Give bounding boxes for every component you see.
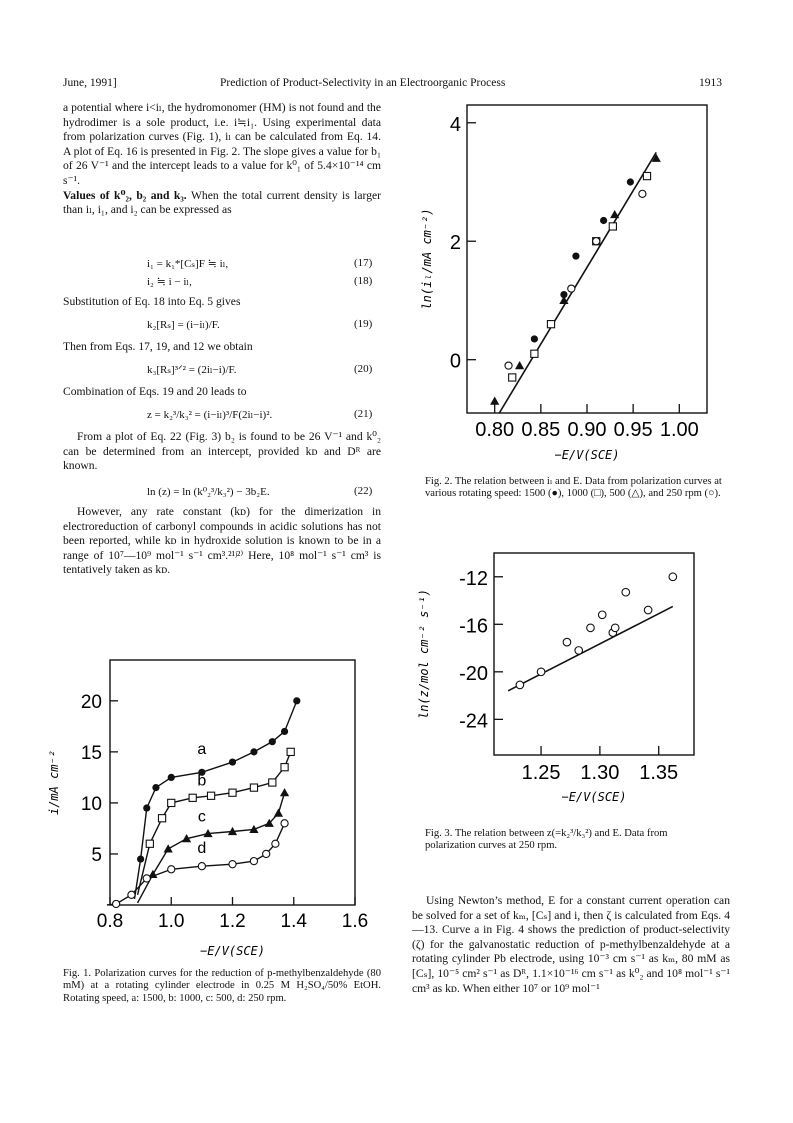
y-tick-label: -12 xyxy=(459,567,488,590)
x-tick-label: 1.30 xyxy=(580,762,620,784)
data-point-filled-triangle xyxy=(249,825,258,833)
data-point-open-square xyxy=(269,779,276,786)
data-point-filled-circle xyxy=(269,738,276,745)
curve-label-d: d xyxy=(197,839,207,857)
paragraph-text: When the total current density is larger than iₗ, i₁, and i₂ can be expressed as xyxy=(63,188,382,217)
x-axis-label: −E/V(SCE) xyxy=(554,448,620,462)
left-column-text xyxy=(63,295,381,310)
x-tick-label: 0.85 xyxy=(521,419,561,441)
fit-line xyxy=(499,152,656,413)
paragraph: From a plot of Eq. 22 (Fig. 3) b₂ is found to be 26 V⁻¹ and k⁰₂ can be determined from an intercept, provided kᴅ and Dᴿ are known. xyxy=(63,430,381,473)
data-point-filled-circle xyxy=(627,178,634,185)
y-tick-label: 2 xyxy=(449,232,461,255)
y-tick-label: 5 xyxy=(91,844,102,866)
running-header-title: Prediction of Product-Selectivity in an Electroorganic Process xyxy=(220,77,506,89)
equation-number: (22) xyxy=(354,485,373,497)
data-point-open-circle xyxy=(593,238,600,245)
page-number: 1913 xyxy=(699,77,722,89)
x-tick-label: 1.35 xyxy=(639,762,679,784)
data-point-open-square xyxy=(509,374,516,381)
data-point-open-circle xyxy=(575,647,583,655)
data-point-open-circle xyxy=(250,858,257,865)
paragraph xyxy=(63,189,381,218)
equation-number: (17) xyxy=(354,257,373,269)
data-point-filled-circle xyxy=(137,855,144,862)
y-axis-label: i/mA cm⁻² xyxy=(47,749,61,816)
paragraph: Substitution of Eq. 18 into Eq. 5 gives xyxy=(63,295,241,308)
data-point-open-circle xyxy=(229,861,236,868)
data-point-filled-circle xyxy=(250,748,257,755)
data-point-filled-triangle xyxy=(280,788,289,796)
equation-17: i₁ = k₁*[Cₛ]F ≒ iₗ, xyxy=(147,258,229,270)
data-point-open-circle xyxy=(128,891,135,898)
data-point-filled-circle xyxy=(152,784,159,791)
data-point-open-circle xyxy=(669,573,677,581)
data-point-filled-circle xyxy=(281,728,288,735)
curve-label-c: c xyxy=(197,808,206,826)
data-point-open-circle xyxy=(587,624,595,632)
plot-frame xyxy=(494,553,694,755)
data-point-open-circle xyxy=(272,840,279,847)
data-point-filled-circle xyxy=(168,774,175,781)
paragraph: a potential where i<iₗ, the hydromonomer (HM) is not found and the hydrodimer is a sole product, i.e. i≒i₁. Using experimental data from polarization curves (Fig. 1), iₗ can be calculated from Eq. 14. A plot of Eq. 16 is presented in Fig. 2. The slope gives a value for b₁ of 26 V⁻¹ and the intercept leads to a value for k⁰₁ of 5.4×10⁻¹⁴ cm s⁻¹. xyxy=(63,101,381,187)
data-point-open-square xyxy=(531,350,538,357)
data-point-filled-circle xyxy=(143,804,150,811)
data-point-open-circle xyxy=(563,638,571,646)
y-tick-label: 20 xyxy=(80,691,102,713)
x-tick-label: 0.90 xyxy=(567,419,607,441)
fit-line xyxy=(508,606,673,690)
data-point-open-circle xyxy=(168,866,175,873)
data-point-open-square xyxy=(158,815,165,822)
y-tick-label: 4 xyxy=(449,113,461,136)
curve-label-b: b xyxy=(197,772,207,790)
data-point-filled-circle xyxy=(293,697,300,704)
data-point-filled-circle xyxy=(531,335,538,342)
data-point-filled-triangle xyxy=(610,210,619,218)
data-point-filled-triangle xyxy=(164,844,173,852)
data-point-open-square xyxy=(643,172,650,179)
x-tick-label: 1.6 xyxy=(341,911,369,932)
left-column-text xyxy=(63,505,381,578)
equation-22: ln (z) = ln (k⁰₂³/k₃²) − 3b₂E. xyxy=(147,486,270,498)
left-column-text xyxy=(63,101,381,218)
data-point-open-circle xyxy=(611,624,619,632)
data-point-filled-circle xyxy=(600,217,607,224)
x-tick-label: 0.8 xyxy=(96,911,124,932)
data-point-open-square xyxy=(207,792,214,799)
data-point-open-square xyxy=(281,764,288,771)
y-tick-label: -24 xyxy=(459,710,488,733)
paragraph: However, any rate constant (kᴅ) for the dimerization in electroreduction of carbonyl compounds in acidic solutions has not been reported, while kᴅ in hydroxide solution is known to be in a range of 10⁷—10⁹ mol⁻¹ s⁻¹ cm³.²¹ʲ²⁾ Here, 10⁸ mol⁻¹ s⁻¹ cm³ is tentatively taken as kᴅ. xyxy=(63,505,381,577)
x-tick-label: 1.25 xyxy=(521,762,561,784)
equation-number: (20) xyxy=(354,363,373,375)
data-point-open-circle xyxy=(598,611,606,619)
x-tick-label: 1.0 xyxy=(158,911,185,932)
data-point-open-circle xyxy=(263,850,270,857)
data-point-filled-circle xyxy=(572,252,579,259)
data-point-open-circle xyxy=(537,668,545,676)
figure-2-chart xyxy=(412,95,732,465)
series-curve-a xyxy=(135,701,297,899)
paragraph: Combination of Eqs. 19 and 20 leads to xyxy=(63,385,247,398)
equation-21: z = k₂³/k₃² = (i−iₗ)³/F(2iₗ−i)². xyxy=(147,409,273,421)
data-point-filled-triangle xyxy=(515,361,524,369)
data-point-open-circle xyxy=(143,875,150,882)
left-column-text xyxy=(63,340,381,355)
y-tick-label: 10 xyxy=(80,793,102,815)
figure-1-chart xyxy=(40,640,400,960)
equation-20: k₃[Rₛ]³ᐟ² = (2iₗ−i)/F. xyxy=(147,364,237,376)
series-curve-c xyxy=(138,793,285,903)
y-tick-label: -20 xyxy=(459,662,488,685)
data-point-open-square xyxy=(609,223,616,230)
data-point-open-circle xyxy=(113,900,120,907)
plot-frame xyxy=(467,105,707,413)
data-point-open-circle xyxy=(639,190,646,197)
data-point-open-circle xyxy=(644,606,652,614)
data-point-open-circle xyxy=(281,820,288,827)
paragraph: Using Newton’s method, E for a constant current operation can be solved for a set of kₘ, [Cₛ] and i, then ζ is calculated from Eqs. 4—13. Curve a in Fig. 4 shows the prediction of product-selectivity (ζ) for the galvanostatic reduction of p-methylbenzaldehyde at a rotating cylinder Pb electrode, using 10⁻³ cm s⁻¹ as kₘ, 80 mM as [Cₛ], 10⁻⁵ cm² s⁻¹ as Dᴿ, 1.1×10⁻¹⁶ cm s⁻¹ as k⁰₂ and 10⁸ mol⁻¹ s⁻¹ cm³ as kᴅ. When either 10⁷ or 10⁹ mol⁻¹ xyxy=(412,894,730,995)
data-point-filled-triangle xyxy=(490,397,499,405)
y-axis-label: ln(iₗ/mA cm⁻²) xyxy=(420,208,434,310)
data-point-open-circle xyxy=(568,285,575,292)
x-tick-label: 0.80 xyxy=(475,419,515,441)
figure-1-caption: Fig. 1. Polarization curves for the reduction of p-methylbenzaldehyde (80 mM) at a rotating cylinder electrode in 0.25 M H₂SO₄/50% EtOH. Rotating speed, a: 1500, b: 1000, c: 500, d: 250 rpm. xyxy=(63,968,381,1004)
x-axis-label: −E/V(SCE) xyxy=(199,944,266,958)
figure-2-caption: Fig. 2. The relation between iₗ and E. Data from polarization curves at various rotating speed: 1500 (●), 1000 (□), 500 (△), and 250 rpm (○). xyxy=(425,476,722,500)
x-tick-label: 1.2 xyxy=(219,911,246,932)
data-point-open-square xyxy=(146,840,153,847)
x-tick-label: 1.4 xyxy=(280,911,307,932)
y-tick-label: -16 xyxy=(459,615,488,638)
left-column-text xyxy=(63,385,381,400)
y-axis-label: ln(z/mol cm⁻² s⁻¹) xyxy=(417,588,431,720)
data-point-open-square xyxy=(168,799,175,806)
figure-3-caption: Fig. 3. The relation between z(=k₂³/k₃²) and E. Data from polarization curves at 250 rpm. xyxy=(425,828,668,852)
equation-number: (18) xyxy=(354,275,373,287)
data-point-open-circle xyxy=(516,681,524,689)
x-tick-label: 0.95 xyxy=(613,419,653,441)
equation-number: (21) xyxy=(354,408,373,420)
curve-label-a: a xyxy=(197,740,207,758)
left-column-text xyxy=(63,430,381,474)
x-tick-label: 1.00 xyxy=(659,419,699,441)
y-tick-label: 15 xyxy=(80,742,102,764)
figure-3-chart xyxy=(412,545,712,820)
data-point-open-square xyxy=(287,748,294,755)
equation-number: (19) xyxy=(354,318,373,330)
section-heading: Values of k⁰₂, b₂ and k₃. xyxy=(63,188,187,202)
data-point-open-circle xyxy=(622,588,630,596)
data-point-open-square xyxy=(229,789,236,796)
paragraph: Then from Eqs. 17, 19, and 12 we obtain xyxy=(63,340,253,353)
data-point-open-square xyxy=(189,794,196,801)
data-point-open-circle xyxy=(505,362,512,369)
equation-18: i₂ ≒ i − iₗ, xyxy=(147,276,192,288)
x-axis-label: −E/V(SCE) xyxy=(561,790,627,804)
data-point-open-circle xyxy=(198,863,205,870)
running-header-left: June, 1991] xyxy=(63,77,117,89)
right-column-text xyxy=(412,894,730,996)
data-point-filled-circle xyxy=(229,758,236,765)
y-tick-label: 0 xyxy=(449,350,461,373)
data-point-filled-triangle xyxy=(274,809,283,817)
equation-19: k₂[Rₛ] = (i−iₗ)/F. xyxy=(147,319,220,331)
data-point-open-square xyxy=(250,784,257,791)
data-point-open-square xyxy=(547,321,554,328)
